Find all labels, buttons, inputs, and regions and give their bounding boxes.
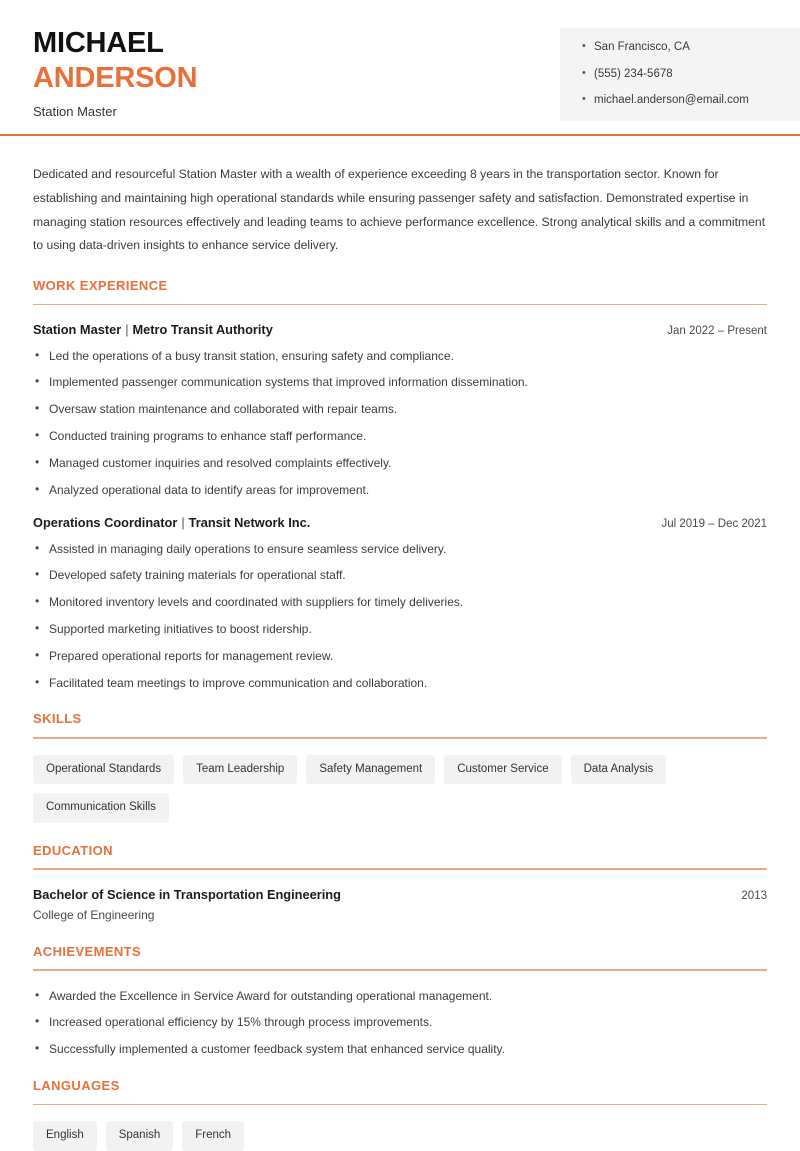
list-item: • Facilitated team meetings to improve communication and collaboration. [33, 675, 767, 692]
experience-role: Station Master [33, 322, 122, 338]
section-work-experience [33, 258, 767, 691]
list-item: • Led the operations of a busy transit station, ensuring safety and compliance. [33, 348, 767, 365]
list-item: • Prepared operational reports for management review. [33, 648, 767, 665]
list-item: • Managed customer inquiries and resolved complaints effectively. [33, 455, 767, 472]
education-degree: Bachelor of Science in Transportation Engineering [33, 886, 341, 902]
language-chip: French [182, 1121, 244, 1151]
name-block [33, 26, 197, 119]
experience-entry-header [33, 515, 767, 530]
first-name: MICHAEL [33, 27, 164, 59]
contact-location: • San Francisco, CA [582, 40, 800, 56]
title-separator: | [181, 515, 185, 531]
experience-date: Jul 2019 – Dec 2021 [661, 518, 767, 531]
header-job-title: Station Master [33, 103, 117, 119]
skill-chip: Team Leadership [183, 755, 297, 785]
resume-header [0, 0, 800, 136]
section-skills [33, 691, 767, 822]
language-chip: Spanish [106, 1121, 174, 1151]
section-education [33, 823, 767, 924]
last-name: ANDERSON [33, 62, 198, 95]
list-item: • Monitored inventory levels and coordinated with suppliers for timely deliveries. [33, 594, 767, 611]
contact-email[interactable]: • michael.anderson@email.com [582, 93, 800, 109]
section-achievements [33, 924, 767, 1058]
experience-title [33, 515, 310, 530]
section-title-skills: SKILLS [33, 711, 82, 727]
contact-list [582, 40, 800, 109]
skill-chip: Operational Standards [33, 755, 174, 785]
list-item: • Analyzed operational data to identify areas for improvement. [33, 482, 767, 499]
list-item: • Implemented passenger communication systems that improved information dissemination. [33, 374, 767, 391]
skill-chip: Data Analysis [571, 755, 667, 785]
title-separator: | [125, 322, 129, 338]
experience-entry [33, 498, 767, 691]
list-item: • Conducted training programs to enhance staff performance. [33, 428, 767, 445]
section-title-work-experience: WORK EXPERIENCE [33, 278, 168, 294]
education-year: 2013 [741, 889, 767, 902]
experience-bullets [33, 338, 767, 499]
list-item: • Awarded the Excellence in Service Award for outstanding operational management. [33, 988, 767, 1005]
professional-summary: Dedicated and resourceful Station Master with a wealth of experience exceeding 8 years in the transportation sector. Known for establishing and maintaining high operational standards while ensuring passenger safety and satisfaction. Demonstrated expertise in managing station resources effectively and leading teams to achieve performance excellence. Strong analytical skills and a commitment to using data-driven insights to enhance service delivery. [33, 167, 766, 253]
list-item: • Supported marketing initiatives to boost ridership. [33, 621, 767, 638]
education-entry-header [33, 870, 767, 902]
section-languages [33, 1058, 767, 1151]
section-title-education: EDUCATION [33, 842, 113, 858]
header-divider [0, 134, 800, 136]
section-title-achievements: ACHIEVEMENTS [33, 943, 142, 959]
list-item: • Successfully implemented a customer feedback system that enhanced service quality. [33, 1041, 767, 1058]
skill-chip: Customer Service [444, 755, 561, 785]
contact-box [560, 28, 800, 121]
education-school: College of Engineering [33, 908, 155, 922]
experience-entry [33, 305, 767, 498]
list-item: • Assisted in managing daily operations to ensure seamless service delivery. [33, 541, 767, 558]
experience-company: Transit Network Inc. [188, 515, 311, 531]
list-item: • Developed safety training materials for operational staff. [33, 567, 767, 584]
experience-date: Jan 2022 – Present [667, 325, 767, 338]
skill-chip: Communication Skills [33, 793, 169, 823]
resume-content [0, 136, 800, 1151]
experience-bullets [33, 531, 767, 692]
experience-title [33, 322, 273, 337]
achievements-list [33, 971, 767, 1058]
section-title-languages: LANGUAGES [33, 1078, 120, 1094]
header-inner [0, 0, 800, 136]
language-chip: English [33, 1121, 97, 1151]
skills-chip-list [33, 739, 767, 823]
experience-role: Operations Coordinator [33, 515, 178, 531]
contact-phone[interactable]: • (555) 234-5678 [582, 67, 800, 83]
skill-chip: Safety Management [306, 755, 435, 785]
list-item: • Oversaw station maintenance and collaborated with repair teams. [33, 401, 767, 418]
languages-chip-list [33, 1105, 767, 1151]
experience-company: Metro Transit Authority [132, 322, 273, 338]
experience-entry-header [33, 322, 767, 337]
list-item: • Increased operational efficiency by 15% through process improvements. [33, 1014, 767, 1031]
